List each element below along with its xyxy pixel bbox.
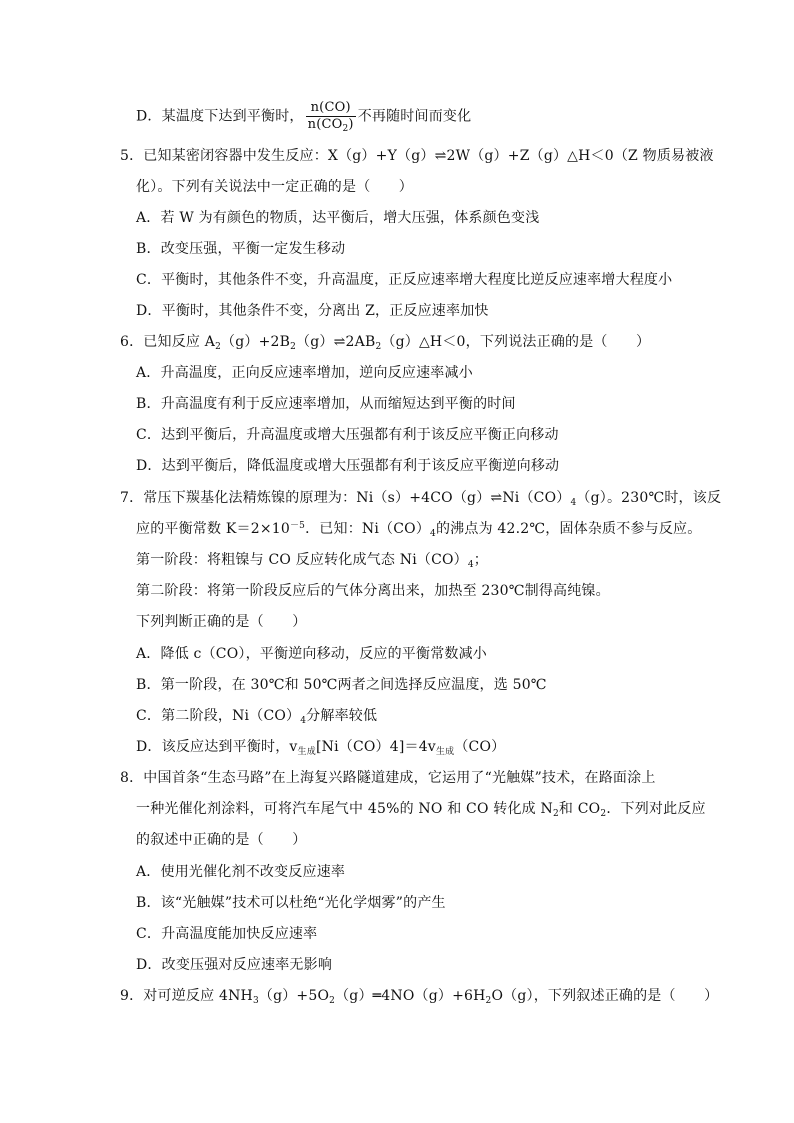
- q6-stem-part: 6．已知反应 A: [120, 334, 216, 350]
- q6-option-c: C．达到平衡后，升高温度或增大压强都有利于该反应平衡正向移动: [136, 427, 559, 443]
- q7-prompt: 下列判断正确的是（ ）: [136, 614, 307, 630]
- q5-option-a: A．若 W 为有颜色的物质，达平衡后，增大压强，体系颜色变浅: [136, 210, 540, 226]
- q7-subscript: 4: [570, 498, 577, 508]
- q8-subscript: 2: [600, 809, 607, 819]
- q7-stem-line2: [136, 519, 701, 539]
- q6-subscript: 2: [375, 342, 382, 352]
- q8-stem-line2: [136, 799, 706, 819]
- q7-subscript: 4: [467, 560, 474, 570]
- q6-stem: [120, 332, 650, 352]
- q9-stem: [120, 986, 718, 1006]
- q7-text: 第一阶段：将粗镍与 CO 反应转化成气态 Ni（CO）: [136, 552, 468, 568]
- q7-text: ；: [473, 552, 488, 568]
- q7-subscript: 4: [300, 716, 307, 726]
- q9-subscript: 2: [485, 996, 492, 1006]
- q7-option-c: [136, 706, 377, 726]
- q7-option-b: B．第一阶段，在 30℃和 50℃两者之间选择反应温度，选 50℃: [136, 677, 547, 693]
- q5-stem-line1: 5．已知某密闭容器中发生反应：X（g）+Y（g）⇌2W（g）+Z（g）△H＜0（Z 物质易被液: [120, 148, 714, 164]
- q8-option-d: D．改变压强对反应速率无影响: [136, 957, 333, 973]
- q7-option-d: [136, 737, 505, 757]
- q6-stem-part: （g）⇌2AB: [296, 334, 376, 350]
- q6-option-a: A．升高温度，正向反应速率增加，逆向反应速率减小: [136, 365, 473, 381]
- q9-text: 9．对可逆反应 4NH: [120, 988, 253, 1004]
- q7-stem-line1: [120, 488, 721, 508]
- q8-text: 和 CO: [558, 801, 601, 817]
- q8-option-a: A．使用光催化剂不改变反应速率: [136, 864, 346, 880]
- q7-text: C．第二阶段，Ni（CO）: [136, 708, 301, 724]
- q8-stem-line3: 的叙述中正确的是（ ）: [136, 832, 307, 848]
- q8-stem-line1: 8．中国首条“生态马路”在上海复兴路隧道建成，它运用了“光触媒”技术，在路面涂上: [120, 770, 656, 786]
- q7-text: （g）。230℃时，该反: [576, 490, 722, 506]
- denominator-subscript: 2: [342, 124, 349, 134]
- q7-text: D．该反应达到平衡时，v: [136, 739, 298, 755]
- q7-text: 分解率较低: [306, 708, 378, 724]
- q7-text: （CO）: [454, 739, 506, 755]
- q7-subscript: 4: [430, 529, 436, 539]
- denominator-tail: ): [348, 117, 354, 132]
- q6-option-b: B．升高温度有利于反应速率增加，从而缩短达到平衡的时间: [136, 396, 516, 412]
- q9-text: （g）+5O: [258, 988, 330, 1004]
- q5-option-c: C．平衡时，其他条件不变，升高温度，正反应速率增大程度比逆反应速率增大程度小: [136, 272, 673, 288]
- q4-option-d: [136, 100, 471, 133]
- q6-stem-part: （g）+2B: [221, 334, 291, 350]
- q7-superscript: －5: [289, 521, 306, 531]
- q9-text: （g）═4NO（g）+6H: [335, 988, 486, 1004]
- q7-text: 7．常压下羰基化法精炼镍的原理为：Ni（s）+4CO（g）⇌Ni（CO）: [120, 490, 571, 506]
- q7-text: 的沸点为 42.2℃，固体杂质不参与反应。: [435, 521, 702, 537]
- q7-subscript: 生成: [297, 747, 316, 757]
- ratio-fraction: [306, 100, 356, 133]
- q5-stem-line2: 化）。下列有关说法中一定正确的是（ ）: [136, 179, 413, 195]
- q4-option-d-suffix: 不再随时间而变化: [357, 108, 472, 125]
- q8-option-b: B．该“光触媒”技术可以杜绝“光化学烟雾”的产生: [136, 895, 446, 911]
- q7-text: [Ni（CO）4]＝4v: [315, 739, 436, 755]
- q9-text: O（g），下列叙述正确的是（ ）: [491, 988, 719, 1004]
- q6-option-d: D．达到平衡后，降低温度或增大压强都有利于该反应平衡逆向移动: [136, 458, 560, 474]
- fraction-denominator: [306, 117, 356, 133]
- denominator-base: n(CO: [307, 117, 343, 132]
- q7-option-a: A．降低 c（CO），平衡逆向移动，反应的平衡常数减小: [136, 646, 487, 662]
- fraction-numerator: n(CO): [306, 100, 356, 117]
- q8-option-c: C．升高温度能加快反应速率: [136, 926, 318, 942]
- q5-option-b: B．改变压强，平衡一定发生移动: [136, 241, 346, 257]
- q9-subscript: 3: [252, 996, 259, 1006]
- q8-text: 一种光催化剂涂料，可将汽车尾气中 45%的 NO 和 CO 转化成 N: [136, 801, 553, 817]
- q7-stage-one: [136, 550, 488, 570]
- q7-text: ．已知：Ni（CO）: [305, 521, 431, 537]
- q7-subscript: 生成: [435, 747, 455, 757]
- q6-subscript: 2: [215, 342, 222, 352]
- q6-subscript: 2: [290, 342, 297, 352]
- q9-subscript: 2: [329, 996, 336, 1006]
- q7-stage-two: 第二阶段：将第一阶段反应后的气体分离出来，加热至 230℃制得高纯镍。: [136, 583, 610, 599]
- q7-text: 应的平衡常数 K＝2×10: [136, 521, 290, 537]
- q8-text: ．下列对此反应: [606, 801, 706, 817]
- q5-option-d: D．平衡时，其他条件不变，分离出 Z，正反应速率加快: [136, 303, 489, 319]
- q6-stem-part: （g）△H＜0，下列说法正确的是（ ）: [381, 334, 651, 350]
- q4-option-d-prefix: D．某温度下达到平衡时，: [136, 108, 304, 125]
- q8-subscript: 2: [552, 809, 559, 819]
